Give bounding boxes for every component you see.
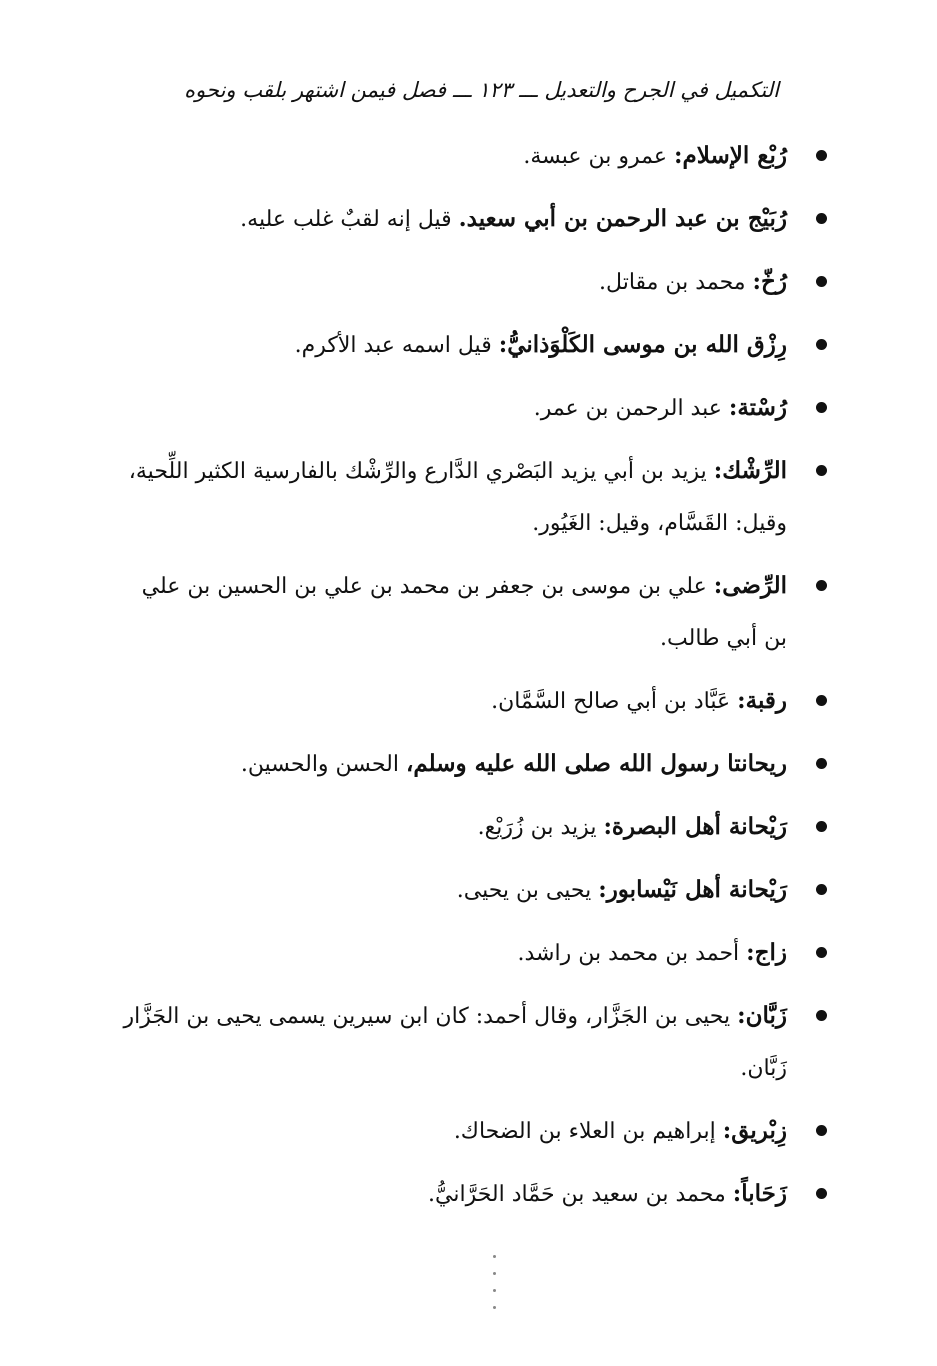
bullet-icon [816,402,827,413]
list-item [122,130,827,183]
bullet-icon [816,1010,827,1021]
entry-list [122,130,827,1231]
list-item [122,560,827,665]
entry-term: رُبَيْج بن عبد الرحمن بن أبي سعيد. [458,205,787,232]
bullet-icon [816,947,827,958]
entry-term: زاج: [746,939,787,966]
list-item [122,675,827,728]
entry-term: رِزْق الله بن موسى الكَلْوَذانيُّ: [498,331,787,358]
bullet-icon [816,150,827,161]
entry-term: رُخّ: [752,268,787,295]
list-item [122,1105,827,1158]
scan-dot [493,1272,496,1275]
list-item [122,864,827,917]
scan-dot [493,1306,496,1309]
entry-text: علي بن موسى بن جعفر بن محمد بن علي بن الحسين بن علي بن أبي طالب. [141,574,787,651]
list-item [122,193,827,246]
bullet-icon [816,1188,827,1199]
list-item [122,1168,827,1221]
entry-term: الرِّضى: [713,572,787,599]
scan-dot [493,1255,496,1258]
bullet-icon [816,884,827,895]
list-item [122,990,827,1095]
entry-term: زَحَاباً: [732,1180,787,1207]
entry-text: محمد بن مقاتل. [599,270,753,295]
bullet-icon [816,758,827,769]
entry-term: الرِّشْك: [713,457,787,484]
list-item [122,801,827,854]
scan-marks [492,1255,496,1345]
entry-text: قيل إنه لقبٌ غلب عليه. [240,207,459,232]
entry-text: إبراهيم بن العلاء بن الضحاك. [453,1119,723,1144]
bullet-icon [816,580,827,591]
page-number: ١٢٣ [478,78,513,102]
bullet-icon [816,695,827,706]
bullet-icon [816,1125,827,1136]
entry-term: رَيْحانة أهل البصرة: [603,813,787,840]
bullet-icon [816,213,827,224]
entry-term: زَبَّان: [737,1002,787,1029]
entry-text: يحيى بن يحيى. [456,878,599,903]
bullet-icon [816,465,827,476]
entry-text: عمرو بن عبسة. [523,144,674,169]
entry-text: يحيى بن الجَزَّار، وقال أحمد: كان ابن سيرين يسمى يحيى بن الجَزَّار زَبَّان. [123,1004,787,1081]
entry-text: يزيد بن أبي يزيد البَصْري الدَّارع والرِّشْك بالفارسية الكثير اللِّحية، وقيل: القَسَّام، وقيل: الغَيُور. [128,459,787,536]
entry-text: أحمد بن محمد بن راشد. [517,941,747,966]
entry-term: زِبْريق: [722,1117,787,1144]
entry-text: محمد بن سعيد بن حَمَّاد الحَرَّانيُّ. [428,1182,733,1207]
entry-term: رقبة: [737,687,787,714]
bullet-icon [816,821,827,832]
entry-text: الحسن والحسين. [240,752,406,777]
entry-term: رَيْحانة أهل نَيْسابور: [598,876,787,903]
bullet-icon [816,276,827,287]
running-header [139,78,779,102]
entry-text: قيل اسمه عبد الأكرم. [294,333,499,358]
entry-text: عبد الرحمن بن عمر. [533,396,729,421]
list-item [122,445,827,550]
list-item [122,319,827,372]
scan-dot [493,1289,496,1292]
header-dash: ـــ [452,78,472,102]
book-title: التكميل في الجرح والتعديل [544,78,779,102]
entry-term: رُبْع الإسلام: [674,142,787,169]
entry-text: عَبَّاد بن أبي صالح السَّمَّان. [491,689,738,714]
entry-text: يزيد بن زُرَيْع. [477,815,604,840]
entry-term: ريحانتا رسول الله صلى الله عليه وسلم، [405,750,787,777]
list-item [122,382,827,435]
list-item [122,927,827,980]
list-item [122,738,827,791]
bullet-icon [816,339,827,350]
header-dash: ـــ [518,78,538,102]
list-item [122,256,827,309]
entry-term: رُسْتة: [728,394,787,421]
section-title: فصل فيمن اشتهر بلقب ونحوه [184,78,446,102]
